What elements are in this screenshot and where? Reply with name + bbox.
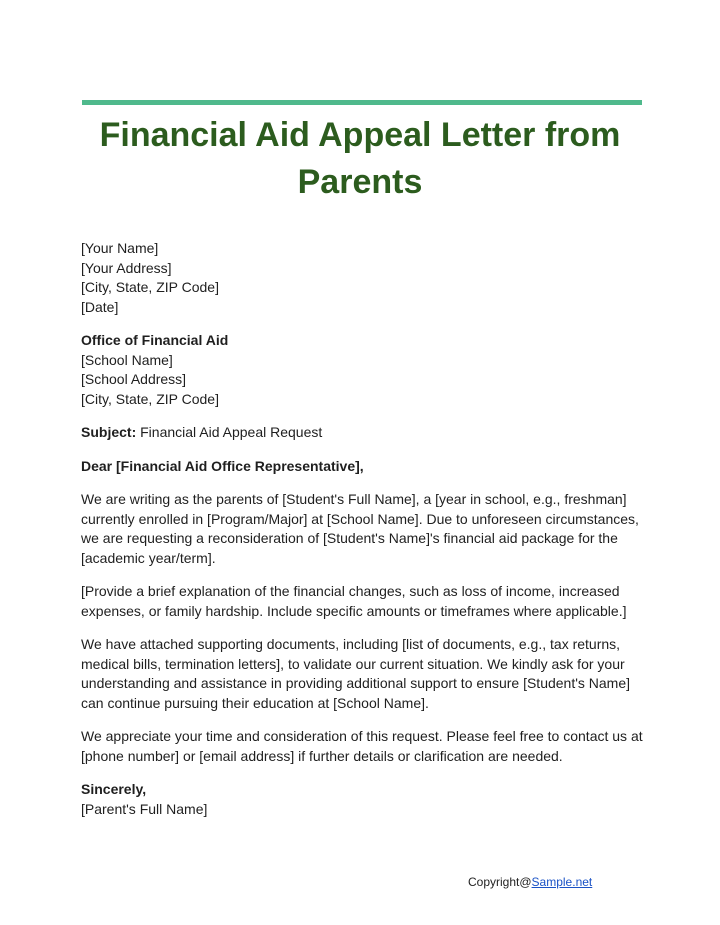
- copyright-prefix: Copyright@: [468, 875, 532, 889]
- sender-city-state-zip: [City, State, ZIP Code]: [81, 279, 219, 295]
- recipient-city-state-zip: [City, State, ZIP Code]: [81, 390, 219, 407]
- subject-label: Subject:: [81, 424, 137, 440]
- recipient-school-name: [School Name]: [81, 351, 173, 368]
- recipient-school-address: [School Address]: [81, 371, 187, 387]
- letter-body: [81, 239, 651, 819]
- title-rule: [82, 100, 642, 105]
- closing: Sincerely,: [81, 781, 147, 797]
- sender-name: [Your Name]: [81, 240, 159, 256]
- page-title: Financial Aid Appeal Letter from Parents: [99, 116, 621, 201]
- salutation: Dear [Financial Aid Office Representative],: [81, 457, 364, 474]
- sender-date: [Date]: [81, 298, 119, 315]
- paragraph-documents: We have attached supporting documents, including [list of documents, e.g., tax returns, medical bills, termination letters], to validate our current situation. We kindly ask for your understanding and assistance in providing additional support to ensure [Student's Name] can continue pursuing their education at [School Name].: [81, 636, 631, 711]
- sample-net-link[interactable]: Sample.net: [531, 875, 593, 889]
- subject-line: [81, 423, 651, 443]
- paragraph-intro: We are writing as the parents of [Student's Full Name], a [year in school, e.g., freshman] currently enrolled in [Program/Major] at [School Name]. Due to unforeseen circumstances, we are requesting a reconsideration of [Student's Name]'s financial aid package for the [academic year/term].: [81, 491, 639, 566]
- copyright-footer: [468, 874, 592, 890]
- recipient-block: [81, 331, 651, 409]
- recipient-office: Office of Financial Aid: [81, 332, 229, 348]
- sender-block: [81, 239, 651, 317]
- subject-text: Financial Aid Appeal Request: [140, 424, 323, 440]
- signature-block: [81, 780, 651, 819]
- paragraph-explanation: [Provide a brief explanation of the financial changes, such as loss of income, increased expenses, or family hardship. Include specific amounts or timeframes where applicable.]: [81, 583, 627, 619]
- sender-address: [Your Address]: [81, 259, 172, 276]
- signature-name: [Parent's Full Name]: [81, 800, 208, 817]
- paragraph-closing-request: We appreciate your time and consideration of this request. Please feel free to contact us at [phone number] or [email address] if further details or clarification are needed.: [81, 728, 643, 764]
